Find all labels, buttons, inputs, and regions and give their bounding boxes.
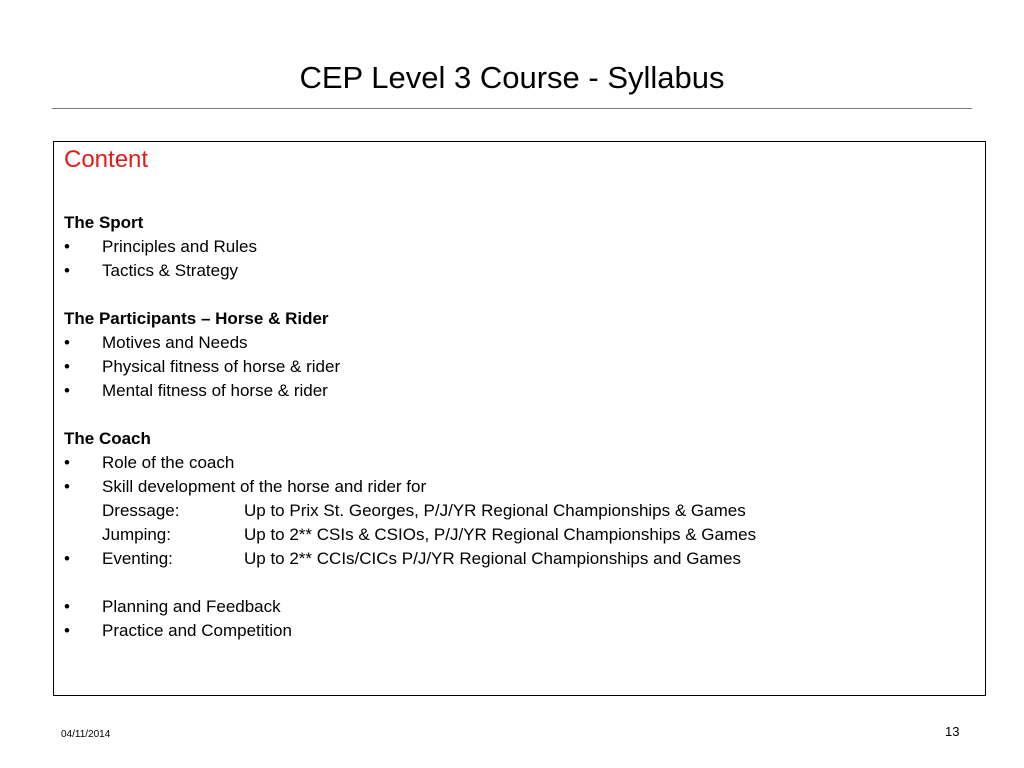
section-heading-coach: The Coach	[64, 429, 151, 448]
discipline-level: Up to 2** CCIs/CICs P/J/YR Regional Championships and Games	[244, 549, 741, 568]
bullet-icon: •	[64, 357, 70, 376]
discipline-level: Up to Prix St. Georges, P/J/YR Regional Championships & Games	[244, 501, 746, 520]
list-item	[64, 259, 974, 283]
list-item	[64, 235, 974, 259]
bullet-icon: •	[64, 549, 70, 568]
bullet-icon: •	[64, 477, 70, 496]
bullet-icon: •	[64, 381, 70, 400]
discipline-level: Up to 2** CSIs & CSIOs, P/J/YR Regional Championships & Games	[244, 525, 757, 544]
bullet-icon: •	[64, 453, 70, 472]
footer-date: 04/11/2014	[61, 729, 111, 740]
content-body	[64, 145, 974, 643]
list-item-text: Skill development of the horse and rider for	[102, 477, 427, 496]
bullet-icon: •	[64, 237, 70, 256]
discipline-name: Dressage:	[102, 501, 180, 520]
section-heading-participants: The Participants – Horse & Rider	[64, 309, 329, 328]
title-divider	[52, 108, 972, 109]
discipline-name: Eventing:	[102, 549, 173, 568]
list-item-text: Planning and Feedback	[102, 597, 281, 616]
list-item	[64, 355, 974, 379]
discipline-row-dressage	[64, 499, 974, 523]
section-heading-sport: The Sport	[64, 213, 144, 232]
list-item	[64, 451, 974, 475]
bullet-icon: •	[64, 597, 70, 616]
bullet-icon: •	[64, 261, 70, 280]
page-number: 13	[945, 724, 960, 739]
list-item	[64, 379, 974, 403]
list-item-text: Motives and Needs	[102, 333, 248, 352]
list-item	[64, 619, 974, 643]
list-item-text: Mental fitness of horse & rider	[102, 381, 328, 400]
list-item-text: Practice and Competition	[102, 621, 292, 640]
bullet-icon: •	[64, 621, 70, 640]
discipline-row-jumping	[64, 523, 974, 547]
bullet-icon: •	[64, 333, 70, 352]
list-item-text: Physical fitness of horse & rider	[102, 357, 341, 376]
list-item	[64, 331, 974, 355]
list-item-text: Principles and Rules	[102, 237, 257, 256]
slide-title: CEP Level 3 Course - Syllabus	[299, 60, 725, 95]
discipline-row-eventing	[64, 547, 974, 571]
list-item	[64, 475, 974, 499]
list-item-text: Role of the coach	[102, 453, 235, 472]
content-box	[53, 141, 986, 696]
list-item	[64, 595, 974, 619]
list-item-text: Tactics & Strategy	[102, 261, 239, 280]
content-heading: Content	[64, 146, 149, 173]
discipline-name: Jumping:	[102, 525, 171, 544]
